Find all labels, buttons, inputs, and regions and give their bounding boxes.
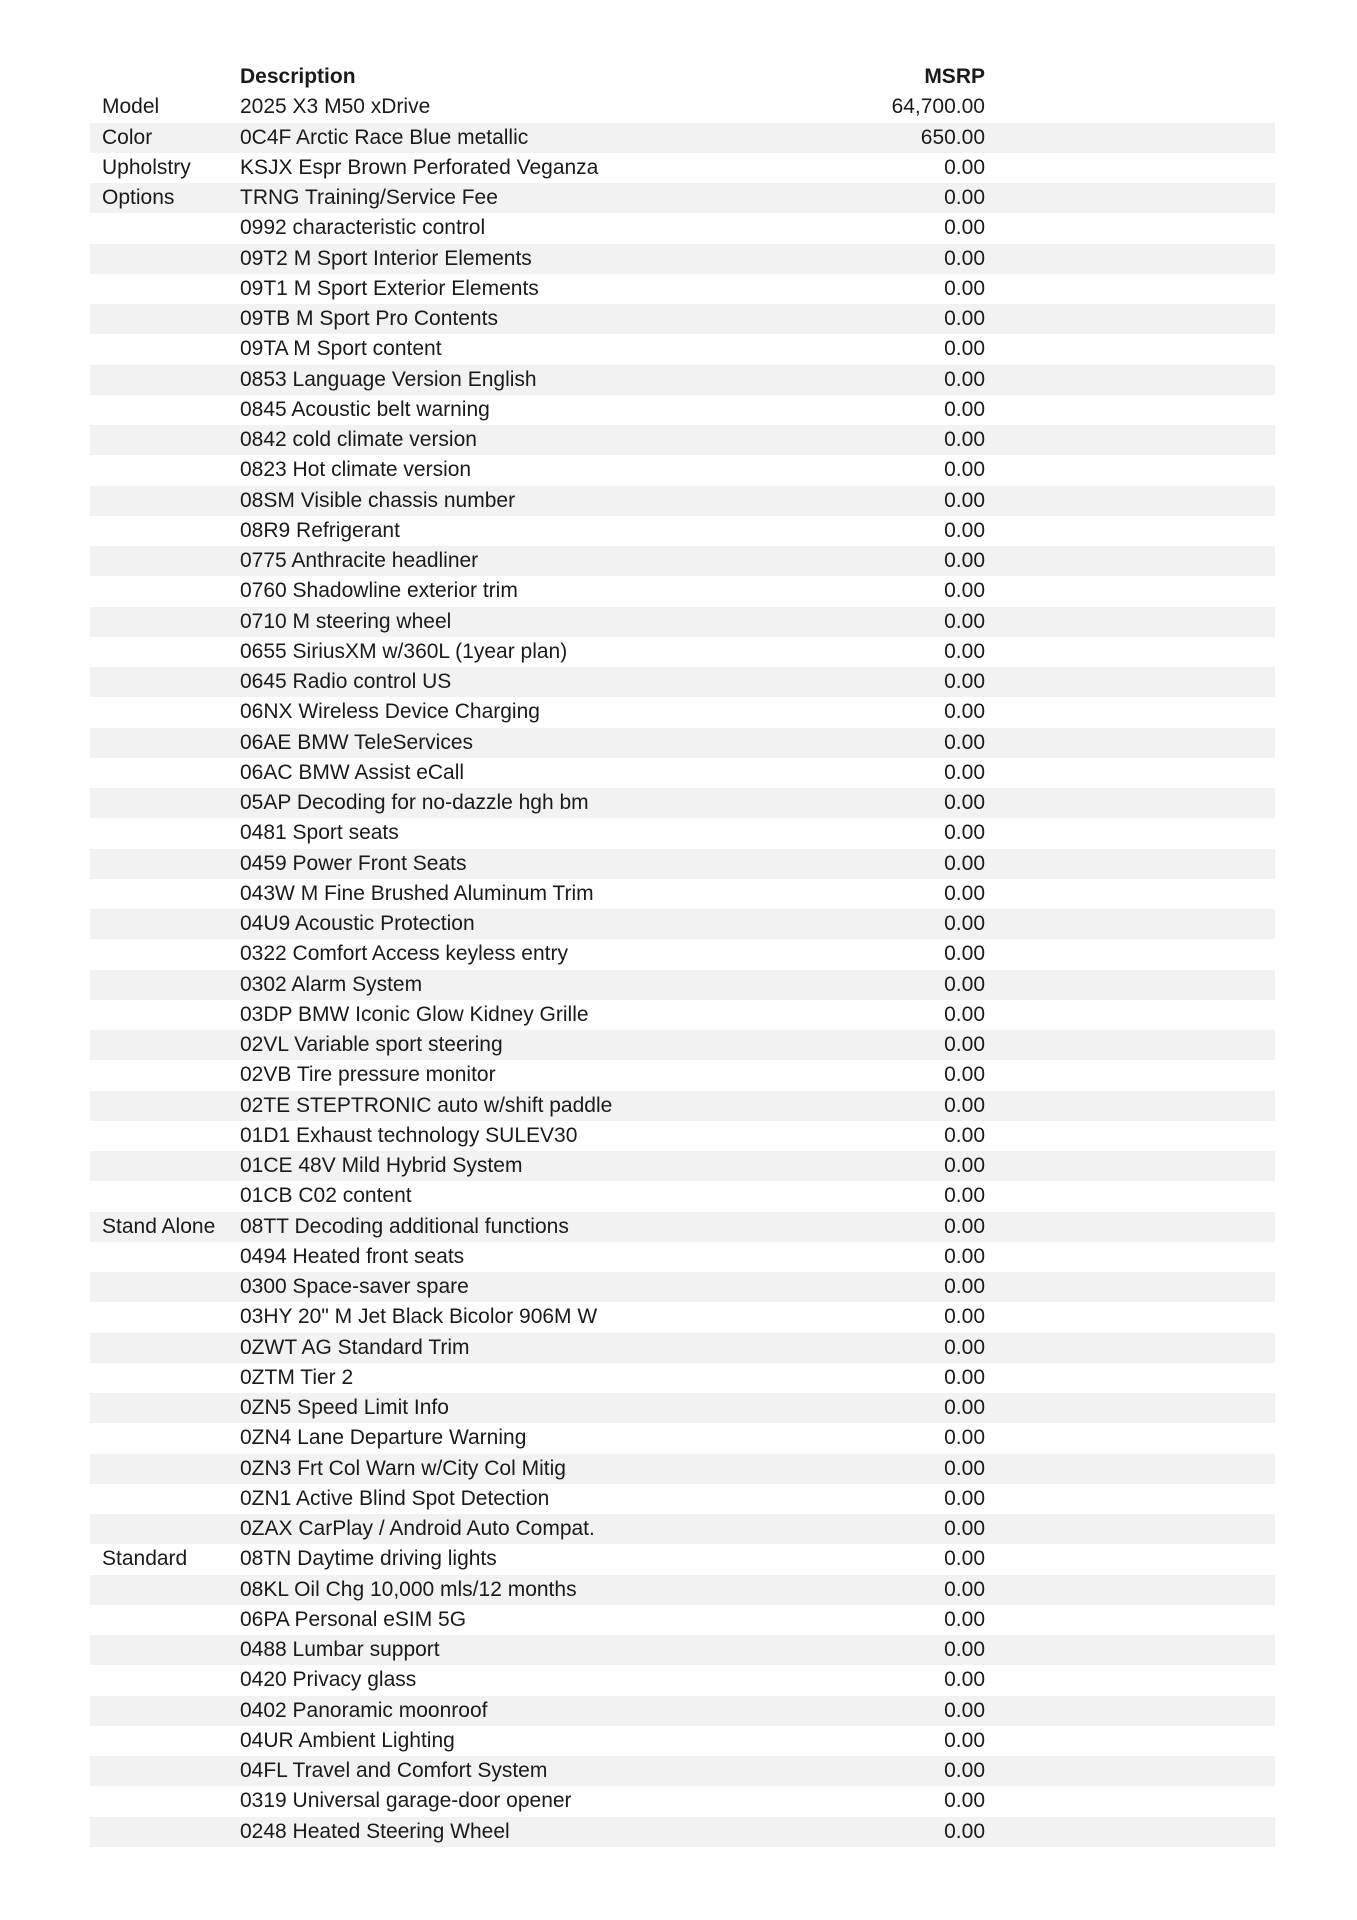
msrp-cell: 0.00 [944,1275,985,1298]
table-row [90,1514,1275,1544]
description-cell: 0ZN4 Lane Departure Warning [240,1426,527,1450]
table-row [90,486,1275,516]
table-row [90,183,1275,213]
table-row [90,758,1275,788]
description-cell: 0481 Sport seats [240,821,399,845]
table-row [90,244,1275,274]
description-cell: 09T2 M Sport Interior Elements [240,246,532,270]
table-row [90,939,1275,969]
description-cell: 0248 Heated Steering Wheel [240,1819,510,1843]
table-row [90,607,1275,637]
description-cell: 0655 SiriusXM w/360L (1year plan) [240,639,568,663]
msrp-cell: 0.00 [944,1033,985,1056]
table-row [90,123,1275,153]
description-cell: 0853 Language Version English [240,367,537,391]
table-row [90,1000,1275,1030]
table-row [90,1393,1275,1423]
msrp-cell: 0.00 [944,337,985,361]
description-cell: 2025 X3 M50 xDrive [240,95,431,119]
msrp-cell: 0.00 [944,609,985,633]
msrp-cell: 0.00 [944,1184,985,1208]
description-cell: 06NX Wireless Device Charging [240,700,540,724]
description-cell: 0322 Comfort Access keyless entry [240,942,568,966]
description-cell: 0ZAX CarPlay / Android Auto Compat. [240,1517,595,1540]
table-row [90,1121,1275,1151]
description-cell: 0823 Hot climate version [240,458,472,482]
table-row [90,1544,1275,1574]
msrp-cell: 0.00 [944,216,985,240]
msrp-cell: 0.00 [944,730,985,754]
msrp-cell: 0.00 [944,760,985,784]
msrp-cell: 0.00 [944,1335,985,1359]
table-row [90,909,1275,939]
category-cell: Standard [102,1547,188,1571]
msrp-cell: 0.00 [944,579,985,603]
table-row [90,1665,1275,1695]
msrp-cell: 650.00 [920,125,985,149]
msrp-cell: 0.00 [944,1668,985,1692]
table-row [90,1181,1275,1211]
msrp-header: MSRP [924,65,985,88]
msrp-cell: 0.00 [944,428,985,451]
description-cell: 02VB Tire pressure monitor [240,1063,496,1087]
table-row [90,153,1275,183]
msrp-cell: 0.00 [944,881,985,905]
description-cell: 0488 Lumbar support [240,1638,440,1661]
table-row [90,1151,1275,1181]
table-row [90,697,1275,727]
table-row [90,1363,1275,1393]
msrp-cell: 0.00 [944,1638,985,1661]
category-cell: Options [102,186,175,209]
description-cell: 08KL Oil Chg 10,000 mls/12 months [240,1577,577,1601]
category-cell: Upholstry [102,155,191,179]
description-cell: 0845 Acoustic belt warning [240,397,490,421]
options-table [90,92,1275,1847]
msrp-cell: 0.00 [944,1456,985,1480]
description-cell: 03DP BMW Iconic Glow Kidney Grille [240,1002,589,1026]
description-cell: 0402 Panoramic moonroof [240,1698,488,1722]
table-row [90,1272,1275,1302]
table-row [90,455,1275,485]
msrp-cell: 64,700.00 [891,95,985,119]
description-cell: 09TA M Sport content [240,337,442,361]
table-row [90,1242,1275,1272]
description-cell: 0459 Power Front Seats [240,851,467,875]
description-cell: 04UR Ambient Lighting [240,1728,455,1752]
table-row [90,818,1275,848]
description-cell: 06PA Personal eSIM 5G [240,1607,467,1631]
description-cell: 08SM Visible chassis number [240,488,516,512]
description-cell: 05AP Decoding for no-dazzle hgh bm [240,791,589,814]
description-cell: 08R9 Refrigerant [240,518,400,542]
msrp-cell: 0.00 [944,700,985,724]
table-row [90,1333,1275,1363]
table-row [90,395,1275,425]
category-cell: Model [102,95,160,119]
description-cell: 09T1 M Sport Exterior Elements [240,276,539,300]
table-row [90,728,1275,758]
msrp-cell: 0.00 [944,1547,985,1571]
msrp-cell: 0.00 [944,1123,985,1147]
description-cell: 0ZWT AG Standard Trim [240,1335,470,1359]
table-row [90,1091,1275,1121]
msrp-cell: 0.00 [944,1517,985,1540]
description-cell: 0494 Heated front seats [240,1244,465,1268]
msrp-cell: 0.00 [944,1093,985,1117]
msrp-cell: 0.00 [944,1819,985,1843]
header-row [90,62,1275,92]
table-row [90,213,1275,243]
msrp-cell: 0.00 [944,1244,985,1268]
msrp-cell: 0.00 [944,549,985,572]
msrp-cell: 0.00 [944,942,985,966]
msrp-cell: 0.00 [944,488,985,512]
table-row [90,1212,1275,1242]
description-cell: 043W M Fine Brushed Aluminum Trim [240,881,594,905]
msrp-cell: 0.00 [944,972,985,996]
msrp-cell: 0.00 [944,670,985,693]
msrp-cell: 0.00 [944,1365,985,1389]
table-row [90,1423,1275,1453]
table-row [90,304,1275,334]
description-cell: 0ZTM Tier 2 [240,1365,354,1389]
description-cell: 0775 Anthracite headliner [240,549,479,572]
table-row [90,1060,1275,1090]
msrp-cell: 0.00 [944,1063,985,1087]
msrp-cell: 0.00 [944,1577,985,1601]
msrp-cell: 0.00 [944,367,985,391]
table-row [90,667,1275,697]
description-cell: 08TT Decoding additional functions [240,1214,569,1238]
description-cell: 0645 Radio control US [240,670,452,693]
table-row [90,1696,1275,1726]
description-cell: KSJX Espr Brown Perforated Veganza [240,155,599,179]
table-row [90,576,1275,606]
table-row [90,365,1275,395]
msrp-cell: 0.00 [944,397,985,421]
description-cell: 09TB M Sport Pro Contents [240,307,498,330]
description-cell: 0420 Privacy glass [240,1668,417,1692]
description-cell: 0760 Shadowline exterior trim [240,579,518,603]
table-row [90,970,1275,1000]
table-row [90,425,1275,455]
table-row [90,1635,1275,1665]
description-cell: 08TN Daytime driving lights [240,1547,497,1571]
description-cell: 04U9 Acoustic Protection [240,912,475,935]
table-row [90,1454,1275,1484]
description-cell: 01CB C02 content [240,1184,412,1208]
table-row [90,849,1275,879]
table-row [90,1484,1275,1514]
msrp-cell: 0.00 [944,1698,985,1722]
msrp-cell: 0.00 [944,1154,985,1177]
description-cell: 0710 M steering wheel [240,609,452,633]
msrp-cell: 0.00 [944,1214,985,1238]
table-row [90,274,1275,304]
description-cell: 0842 cold climate version [240,428,477,451]
description-cell: 0ZN3 Frt Col Warn w/City Col Mitig [240,1456,566,1480]
msrp-cell: 0.00 [944,1426,985,1450]
msrp-cell: 0.00 [944,1486,985,1510]
table-row [90,1756,1275,1786]
msrp-cell: 0.00 [944,851,985,875]
table-row [90,1817,1275,1847]
price-sheet [90,62,1275,1847]
table-row [90,1605,1275,1635]
table-row [90,92,1275,122]
msrp-cell: 0.00 [944,518,985,542]
msrp-cell: 0.00 [944,821,985,845]
description-cell: 01D1 Exhaust technology SULEV30 [240,1123,578,1147]
description-cell: TRNG Training/Service Fee [240,186,498,209]
description-cell: 0300 Space-saver spare [240,1275,469,1298]
description-cell: 06AE BMW TeleServices [240,730,474,754]
table-row [90,1726,1275,1756]
table-row [90,1786,1275,1816]
description-cell: 0992 characteristic control [240,216,486,240]
msrp-cell: 0.00 [944,1728,985,1752]
table-row [90,546,1275,576]
description-cell: 0ZN1 Active Blind Spot Detection [240,1486,550,1510]
msrp-cell: 0.00 [944,1305,985,1329]
msrp-cell: 0.00 [944,1607,985,1631]
table-row [90,1030,1275,1060]
description-cell: 03HY 20" M Jet Black Bicolor 906M W [240,1305,598,1329]
msrp-cell: 0.00 [944,276,985,300]
msrp-cell: 0.00 [944,1789,985,1813]
description-cell: 01CE 48V Mild Hybrid System [240,1154,523,1177]
table-row [90,1575,1275,1605]
category-cell: Stand Alone [102,1214,216,1238]
msrp-cell: 0.00 [944,458,985,482]
msrp-cell: 0.00 [944,155,985,179]
description-cell: 0C4F Arctic Race Blue metallic [240,125,529,149]
msrp-cell: 0.00 [944,246,985,270]
description-cell: 0ZN5 Speed Limit Info [240,1396,449,1419]
description-cell: 02TE STEPTRONIC auto w/shift paddle [240,1093,613,1117]
description-cell: 06AC BMW Assist eCall [240,760,465,784]
table-row [90,788,1275,818]
description-header: Description [240,65,356,88]
msrp-cell: 0.00 [944,639,985,663]
description-cell: 0319 Universal garage-door opener [240,1789,572,1813]
description-cell: 0302 Alarm System [240,972,423,996]
msrp-cell: 0.00 [944,186,985,209]
msrp-cell: 0.00 [944,791,985,814]
description-cell: 04FL Travel and Comfort System [240,1759,548,1782]
msrp-cell: 0.00 [944,1759,985,1782]
msrp-cell: 0.00 [944,1002,985,1026]
msrp-cell: 0.00 [944,1396,985,1419]
description-cell: 02VL Variable sport steering [240,1033,503,1056]
table-row [90,334,1275,364]
table-row [90,516,1275,546]
msrp-cell: 0.00 [944,307,985,330]
category-cell: Color [102,125,153,149]
table-row [90,1302,1275,1332]
msrp-cell: 0.00 [944,912,985,935]
table-row [90,879,1275,909]
table-row [90,637,1275,667]
